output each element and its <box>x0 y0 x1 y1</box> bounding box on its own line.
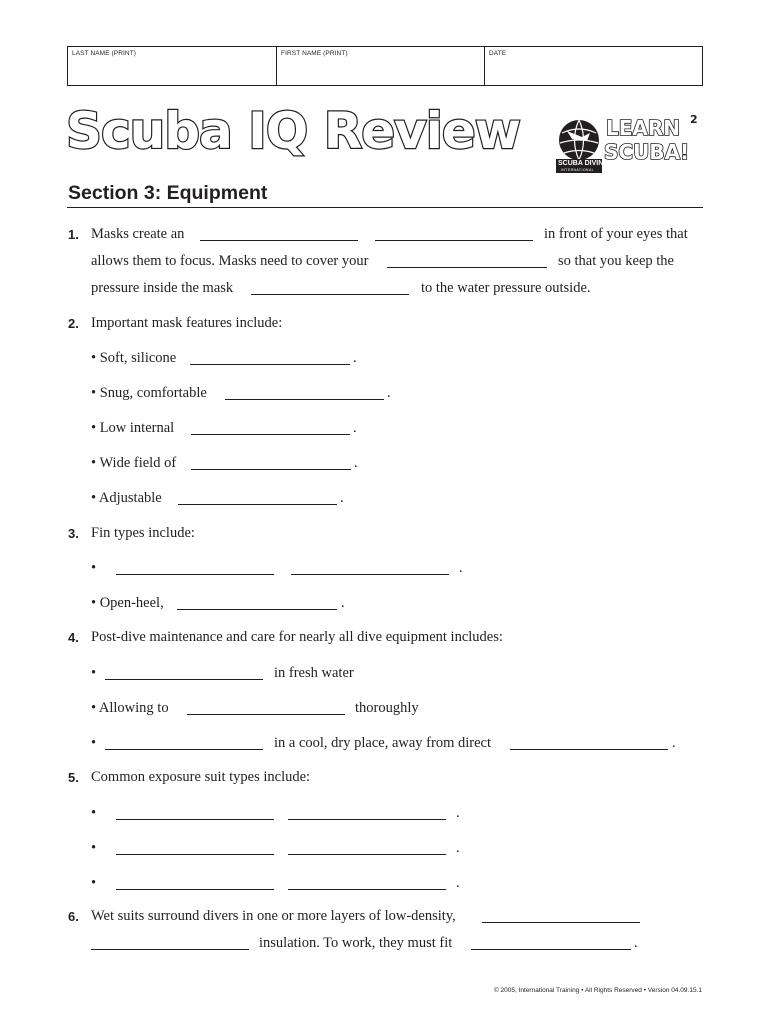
question-1-number: 1. <box>68 227 79 242</box>
q4-bullet-2-after: thoroughly <box>355 700 419 716</box>
q2-blank-1[interactable] <box>190 364 350 365</box>
q4-blank-1[interactable] <box>105 679 263 680</box>
question-5-number: 5. <box>68 770 79 785</box>
last-name-field[interactable] <box>68 47 277 85</box>
question-1-text-e: pressure inside the mask <box>91 280 234 296</box>
q5-bullet-3: • <box>91 875 97 891</box>
last-name-label: LAST NAME (PRINT) <box>72 50 137 57</box>
period: . <box>456 875 460 891</box>
q2-bullet-3: • Low internal <box>91 420 175 436</box>
q2-blank-5[interactable] <box>178 504 337 505</box>
q2-bullet-4: • Wide field of <box>91 455 177 471</box>
period: . <box>340 490 344 506</box>
sdi-subtext: INTERNATIONAL <box>561 168 594 172</box>
scuba-text: SCUBA! <box>604 140 690 164</box>
q5-blank-1a[interactable] <box>116 819 274 820</box>
period: . <box>672 735 676 751</box>
question-1-text-c: allows them to focus. Masks need to cover your <box>91 253 369 269</box>
q1-blank-3[interactable] <box>387 267 547 268</box>
q5-blank-2a[interactable] <box>116 854 274 855</box>
q4-blank-2[interactable] <box>187 714 345 715</box>
question-1-text-d: so that you keep the <box>558 253 674 269</box>
q6-blank-3[interactable] <box>471 949 631 950</box>
first-name-field[interactable] <box>277 47 485 85</box>
q1-blank-1[interactable] <box>200 240 358 241</box>
question-6-text-a: Wet suits surround divers in one or more layers of low-density, <box>91 908 456 924</box>
q5-bullet-1: • <box>91 805 97 821</box>
q1-blank-2[interactable] <box>375 240 533 241</box>
q4-bullet-1: • <box>91 665 97 681</box>
q4-blank-3[interactable] <box>105 749 263 750</box>
period: . <box>353 350 357 366</box>
q4-bullet-2: • Allowing to <box>91 700 169 716</box>
q4-bullet-1-after: in fresh water <box>274 665 354 681</box>
sdi-text: SCUBA DIVING <box>558 160 609 167</box>
name-date-box <box>67 46 703 86</box>
period: . <box>354 455 358 471</box>
q2-bullet-2: • Snug, comfortable <box>91 385 207 401</box>
q3-blank-1[interactable] <box>116 574 274 575</box>
q5-bullet-2: • <box>91 840 97 856</box>
learn-superscript: 2 <box>690 113 698 126</box>
question-3-text: Fin types include: <box>91 525 195 541</box>
question-4-number: 4. <box>68 630 79 645</box>
question-6-text-b: insulation. To work, they must fit <box>259 935 453 951</box>
q3-bullet-1: • <box>91 560 97 576</box>
q1-blank-4[interactable] <box>251 294 409 295</box>
q5-blank-2b[interactable] <box>288 854 446 855</box>
question-2-text: Important mask features include: <box>91 315 283 331</box>
question-4-text: Post-dive maintenance and care for nearly all dive equipment includes: <box>91 629 503 645</box>
period: . <box>456 805 460 821</box>
q2-blank-4[interactable] <box>191 469 351 470</box>
period: . <box>353 420 357 436</box>
q2-blank-2[interactable] <box>225 399 384 400</box>
period: . <box>459 560 463 576</box>
q6-blank-2[interactable] <box>91 949 249 950</box>
q4-bullet-3: • <box>91 735 97 751</box>
question-1-text-b: in front of your eyes that <box>544 226 688 242</box>
q3-blank-2[interactable] <box>291 574 449 575</box>
q5-blank-3a[interactable] <box>116 889 274 890</box>
q4-bullet-3-after: in a cool, dry place, away from direct <box>274 735 492 751</box>
first-name-label: FIRST NAME (PRINT) <box>281 50 348 57</box>
question-1-text-a: Masks create an <box>91 226 185 242</box>
q3-blank-3[interactable] <box>177 609 337 610</box>
question-6-number: 6. <box>68 909 79 924</box>
learn-to-scuba-logo <box>552 113 702 175</box>
question-2-number: 2. <box>68 316 79 331</box>
q2-bullet-1: • Soft, silicone <box>91 350 177 366</box>
period: . <box>341 595 345 611</box>
q3-bullet-2: • Open-heel, <box>91 595 164 611</box>
learn-text: LEARN <box>606 116 681 140</box>
q2-bullet-5: • Adjustable <box>91 490 162 506</box>
period: . <box>634 935 638 951</box>
q2-blank-3[interactable] <box>191 434 350 435</box>
section-divider <box>67 207 703 208</box>
question-1-text-f: to the water pressure outside. <box>421 280 591 296</box>
date-label: DATE <box>489 50 507 57</box>
page-title: Scuba IQ Review <box>66 102 520 160</box>
question-5-text: Common exposure suit types include: <box>91 769 311 785</box>
section-title: Section 3: Equipment <box>68 182 268 204</box>
copyright-footer: © 2005, International Training • All Rights Reserved • Version 04.09.15.1 <box>493 987 702 994</box>
q5-blank-3b[interactable] <box>288 889 446 890</box>
period: . <box>456 840 460 856</box>
q6-blank-1[interactable] <box>482 922 640 923</box>
q5-blank-1b[interactable] <box>288 819 446 820</box>
date-field[interactable] <box>485 47 702 85</box>
question-3-number: 3. <box>68 526 79 541</box>
period: . <box>387 385 391 401</box>
q4-blank-4[interactable] <box>510 749 668 750</box>
